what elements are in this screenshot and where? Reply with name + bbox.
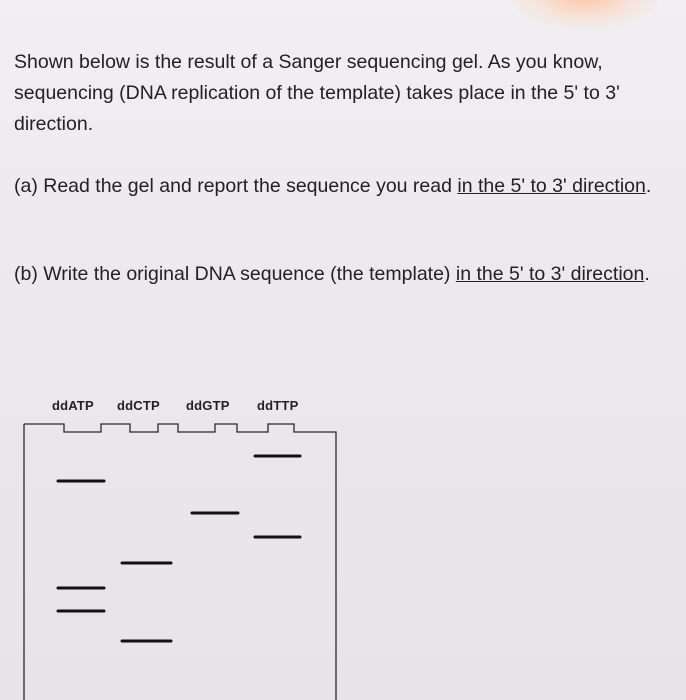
part-a-end: . bbox=[645, 175, 652, 197]
lane-label-ddttp: ddTTP bbox=[257, 398, 299, 413]
lane-label-ddctp: ddCTP bbox=[117, 398, 160, 413]
part-b-end: . bbox=[644, 263, 650, 285]
part-a-underlined: in the 5' to 3' direction bbox=[457, 175, 646, 197]
lane-label-ddatp: ddATP bbox=[52, 398, 94, 413]
question-intro: Shown below is the result of a Sanger sequencing gel. As you know, sequencing (DNA replication of the template) takes place in the 5' to 3' direction. bbox=[14, 51, 620, 135]
part-b-text: (b) Write the original DNA sequence (the template) bbox=[14, 263, 456, 285]
part-b-underlined: in the 5' to 3' direction bbox=[455, 263, 645, 285]
gel-outline-top-right bbox=[24, 424, 336, 700]
gel-bands bbox=[58, 456, 300, 641]
lane-label-ddgtp: ddGTP bbox=[186, 398, 230, 413]
part-a-text: (a) Read the gel and report the sequence you read bbox=[14, 175, 458, 197]
